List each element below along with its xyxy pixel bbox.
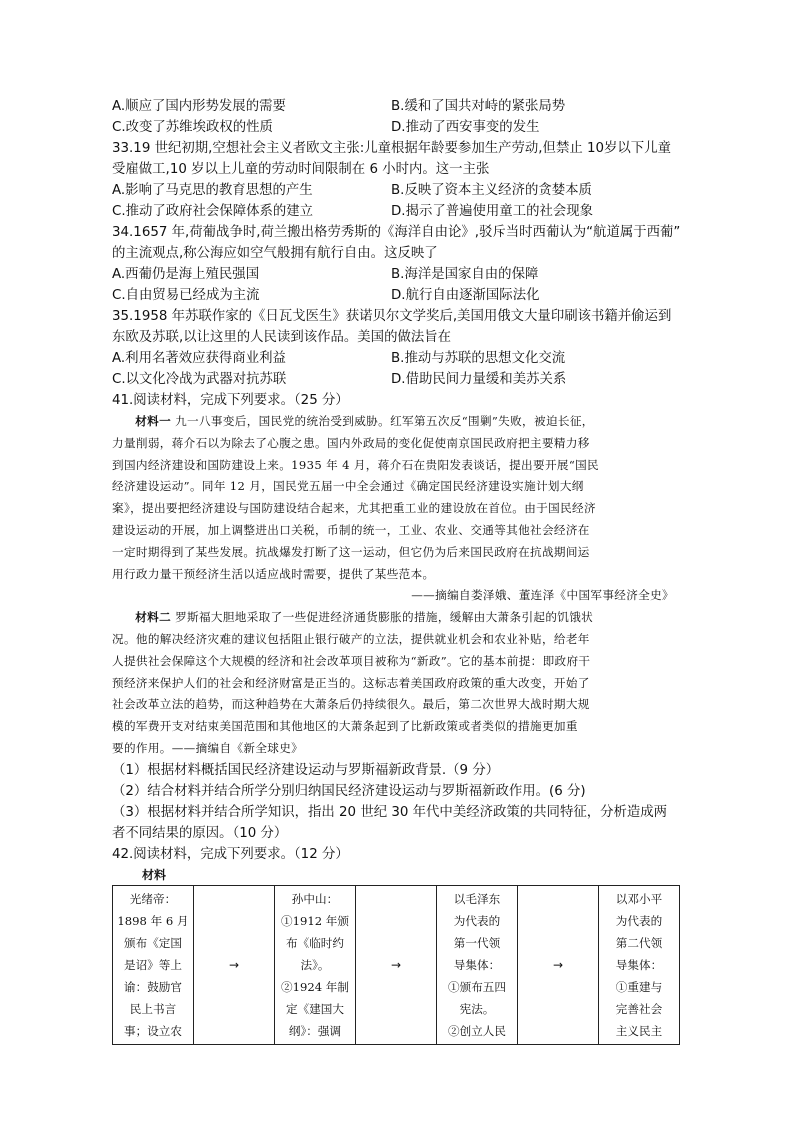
flow-arrow: → xyxy=(518,885,599,1044)
q41-m1-label: 材料一 xyxy=(135,414,172,428)
q41-m1-line: 建设运动的开展，加上调整进出口关税，币制的统一，工业、农业、交通等其他社会经济在 xyxy=(112,522,590,537)
q41-m1-line: 经济建设运动”。同年 12 月，国民党五届一中全会通过《确定国民经济建设实施计划大纲 xyxy=(112,479,584,494)
q35-stem-line-1: 35.1958 年苏联作家的《日瓦戈医生》获诺贝尔文学奖后,美国用俄文大量印刷该书籍并偷运到 xyxy=(112,309,672,324)
q33-options-row2 xyxy=(112,201,682,222)
q41-material-1 xyxy=(112,411,682,607)
q32-options-row2 xyxy=(112,117,682,138)
q34-options-row2 xyxy=(112,285,682,306)
q32-option-d: D.推动了西安事变的发生 xyxy=(391,120,540,135)
q41-m2-line: 况。他的解决经济灾难的建议包括阻止银行破产的立法，提供就业机会和农业补贴，给老年 xyxy=(112,631,590,646)
q33-option-b: B.反映了资本主义经济的贪婪本质 xyxy=(391,183,592,198)
q32-option-c: C.改变了苏维埃政权的性质 xyxy=(112,120,273,135)
q41-m1-line: 材料一 九一八事变后，国民党的统治受到威胁。红军第五次反“围剿”失败，被迫长征， xyxy=(135,414,594,428)
q35-options-row2 xyxy=(112,369,682,390)
q34-option-c: C.自由贸易已经成为主流 xyxy=(112,288,260,303)
q41-m1-line: 案》，提出要把经济建设与国防建设结合起来，尤其把重工业的建设放在首位。由于国民经济 xyxy=(112,501,596,516)
q41-requirement-2: （2）结合材料并结合所学分别归纳国民经济建设运动与罗斯福新政作用。(6 分) xyxy=(112,783,586,799)
q33-options-row1 xyxy=(112,180,682,201)
q41-m1-line: 力量削弱，蒋介石以为除去了心腹之患。国内外政局的变化促使南京国民政府把主要精力移 xyxy=(112,435,590,450)
q35-option-c: C.以文化冷战为武器对抗苏联 xyxy=(112,372,287,387)
q41-m2-line: 预经济来保护人们的社会和经济财富是正当的。这标志着美国政府政策的重大改变，开始了 xyxy=(112,675,590,690)
q33-option-c: C.推动了政府社会保障体系的建立 xyxy=(112,204,314,219)
exam-page xyxy=(112,96,682,1045)
q35-option-b: B.推动与苏联的思想文化交流 xyxy=(391,351,566,366)
q32-option-b: B.缓和了国共对峙的紧张局势 xyxy=(391,99,566,114)
flow-cell-sun-zhongshan: 孙中山： ①1912 年颁 布《临时约 法》。 ②1924 年制 定《建国大 纲》：强调 xyxy=(275,885,356,1044)
q35-options-row1 xyxy=(112,348,682,369)
flow-arrow: → xyxy=(194,885,275,1044)
q33-stem-line-2: 受雇做工,10 岁以上儿童的劳动时间限制在 6 小时内。这一主张 xyxy=(112,162,490,177)
q41-requirement-3-line-2: 者不同结果的原因。（10 分） xyxy=(112,825,288,841)
q41-m1-line: 一定时期得到了某些发展。抗战爆发打断了这一运动，但它仍为后来国民政府在抗战期间运 xyxy=(112,544,590,559)
flow-cell-mao-zedong: 以毛泽东 为代表的 第一代领 导集体： ①颁布五四 宪法。 ②创立人民 xyxy=(437,885,518,1044)
q41-material-2 xyxy=(112,607,682,760)
q41-requirement-3-line-1: （3）根据材料并结合所学知识，指出 20 世纪 30 年代中美经济政策的共同特征，分析造成两 xyxy=(112,804,668,820)
q41-m1-source: ——摘编自娄泽娥、董连泽《中国军事经济全史》 xyxy=(411,588,674,603)
q32-option-a: A.顺应了国内形势发展的需要 xyxy=(112,99,286,114)
q41-m1-line: 用行政力量干预经济生活以适应战时需要，提供了某些范本。 xyxy=(112,566,435,581)
q41-requirement-1: （1）根据材料概括国民经济建设运动与罗斯福新政背景.（9 分） xyxy=(112,762,500,778)
q33-option-d: D.揭示了普遍使用童工的社会现象 xyxy=(391,204,594,219)
table-row xyxy=(113,885,680,1044)
q41-m2-line: 要的作用。——摘编自《新全球史》 xyxy=(112,740,304,755)
q41-title: 41.阅读材料，完成下列要求。（25 分） xyxy=(112,393,349,408)
q41-m2-label: 材料二 xyxy=(135,610,172,625)
flow-cell-deng-xiaoping: 以邓小平 为代表的 第二代领 导集体： ①重建与 完善社会 主义民主 xyxy=(599,885,680,1044)
q41-m2-line: 材料二 罗斯福大胆地采取了一些促进经济通货膨胀的措施，缓解由大萧条引起的饥饿状 xyxy=(135,610,594,625)
q35-option-a: A.利用名著效应获得商业利益 xyxy=(112,351,286,366)
q34-option-b: B.海洋是国家自由的保障 xyxy=(391,267,539,282)
q34-stem-line-2: 的主流观点,称公海应如空气般拥有航行自由。这反映了 xyxy=(112,246,438,261)
q35-option-d: D.借助民间力量缓和美苏关系 xyxy=(391,372,567,387)
q41-m2-line: 社会改革立法的趋势，而这种趋势在大萧条后仍持续很久。最后，第二次世界大战时期大规 xyxy=(112,697,590,712)
q41-m2-line: 人提供社会保障这个大规模的经济和社会改革项目被称为“新政”。它的基本前提：即政府干 xyxy=(112,653,591,668)
q32-options-row1 xyxy=(112,96,682,117)
q41-m2-line: 模的军费开支对结束美国范围和其他地区的大萧条起到了比新政策或者类似的措施更加重 xyxy=(112,719,578,734)
q34-options-row1 xyxy=(112,264,682,285)
flow-cell-guangxu: 光绪帝： 1898 年 6 月 颁布《定国 是诏》等上 谕：鼓励官 民上书言 事；设立农 xyxy=(113,885,194,1044)
q35-stem-line-2: 东欧及苏联,以让这里的人民读到该作品。美国的做法旨在 xyxy=(112,330,452,345)
q34-option-d: D.航行自由逐渐国际法化 xyxy=(391,288,540,303)
flow-arrow: → xyxy=(356,885,437,1044)
q42-flow-table xyxy=(112,885,680,1045)
q42-material-label: 材料 xyxy=(142,867,167,882)
q33-option-a: A.影响了马克思的教育思想的产生 xyxy=(112,183,313,198)
q41-m1-line: 到国内经济建设和国防建设上来。1935 年 4 月，蒋介石在贵阳发表谈话，提出要开展“国民 xyxy=(112,457,599,472)
q33-stem-line-1: 33.19 世纪初期,空想社会主义者欧文主张:儿童根据年龄要参加生产劳动,但禁止 10岁以下儿童 xyxy=(112,141,671,156)
q42-title: 42.阅读材料，完成下列要求。（12 分） xyxy=(112,846,349,862)
q34-option-a: A.西葡仍是海上殖民强国 xyxy=(112,267,260,282)
q34-stem-line-1: 34.1657 年,荷葡战争时,荷兰搬出格劳秀斯的《海洋自由论》,驳斥当时西葡认为“航道属于西葡” xyxy=(112,225,681,240)
